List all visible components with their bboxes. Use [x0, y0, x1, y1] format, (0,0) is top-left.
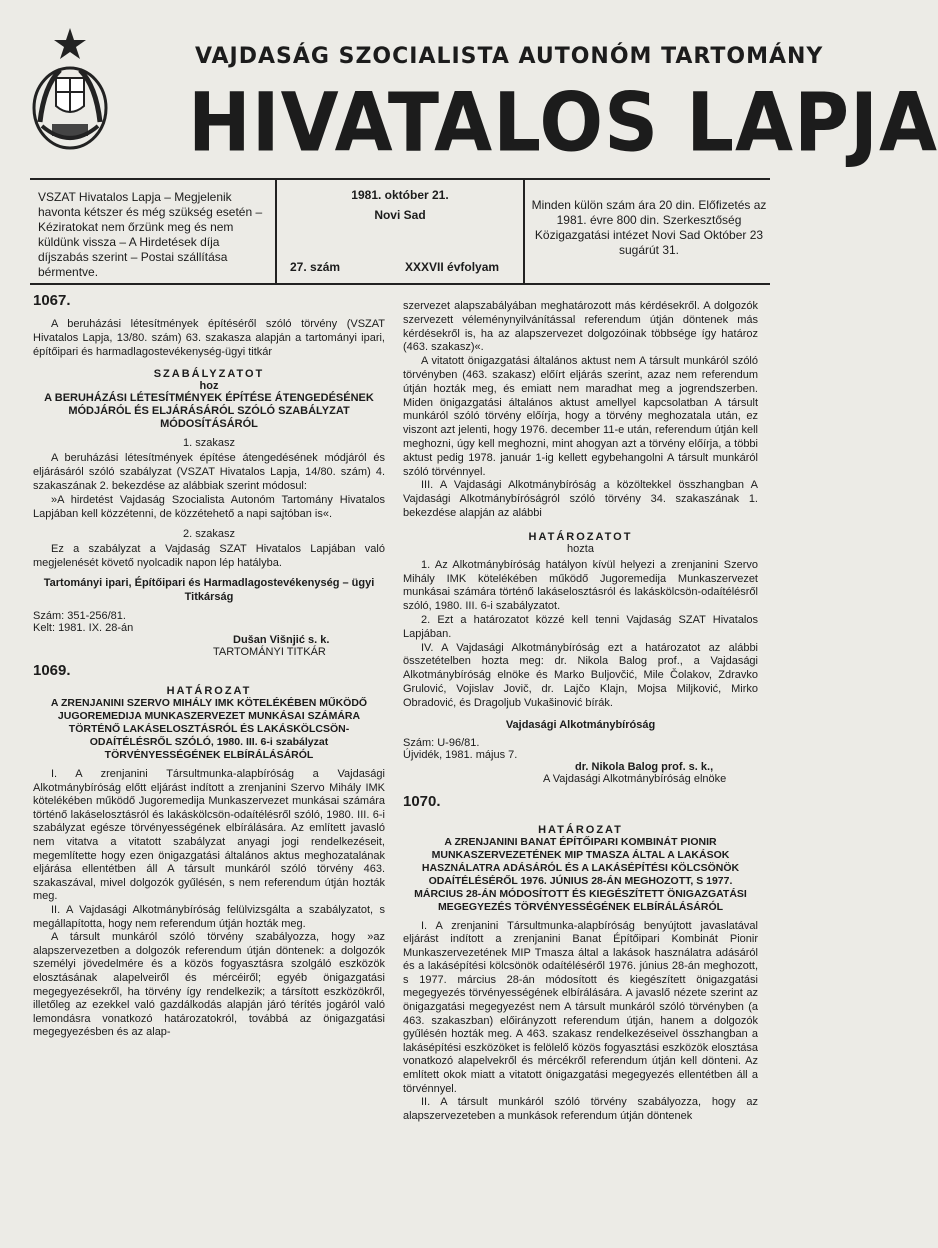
decision-paragraph: 1. Az Alkotmánybíróság hatályon kívül helyezi a zrenjanini Szervo Mihály IMK kötelékében működő Jugoremedija Munkaszervezet munkásai számára történő lakáselosztásról és lakáskölcsön-odaítélésről szóló, 1980. III. 6-i szabályzatot.: [403, 558, 758, 613]
decision-subtitle-1070: A ZRENJANINI BANAT ÉPÍTŐIPARI KOMBINÁT PIONIR MUNKASZERVEZETÉNEK MIP TMASZA ÁLTAL A LAKÁSOK HASZNÁLATRA ADÁSÁRÓL ÉS A LAKÁSÉPÍTÉSI KÖLCSÖNÖK ODAÍTÉLÉSÉRŐL 1976. JÚNIUS 28-ÁN MEGHOZOTT, S 1977. MÁRCIUS 28-ÁN MÓDOSÍTOTT ÉS KIEGÉSZÍTETT ÖNIGAZGATÁSI MEGEGYEZÉS TÖRVÉNYESSÉGÉNEK ELBÍRÁLÁSÁRÓL: [414, 835, 747, 913]
decision-paragraph: II. A Vajdasági Alkotmánybíróság felülvizsgálta a szabályzatot, s megállapította, hogy nem referendum útján hozták meg.: [33, 903, 385, 930]
regulation-title: SZABÁLYZATOT: [153, 367, 265, 380]
decision-paragraph: IV. A Vajdasági Alkotmánybíróság ezt a határozatot az alábbi összetételben hozta meg: dr. Nikola Balog prof., a Vajdasági Alkotmánybíróság elnöke és Marko Buljovčić, Mile Čolakov, Zdravko Grulović, Vojislav Jovič, dr. Lajčo Klajn, Mojsa Miljković, Mirko Obradović, és Dragoljub Vukašinović bírák.: [403, 641, 758, 709]
signer-name: Dušan Višnjić s. k.: [233, 634, 330, 647]
regulation-subtitle: A BERUHÁZÁSI LÉTESÍTMÉNYEK ÉPÍTÉSE ÁTENGEDÉSÉNEK MÓDJÁRÓL ÉS ELJÁRÁSÁRÓL SZÓLÓ SZABÁLYZAT MÓDOSÍTÁSÁRÓL: [44, 391, 374, 430]
regulation-title-hoz: hoz: [199, 379, 219, 392]
decision-paragraph: II. A társult munkáról szóló törvény szabályozza, hogy az alapszervezeteben a munkások referendum útján döntenek: [403, 1096, 758, 1122]
court-reference-date: Újvidék, 1981. május 7.: [403, 748, 518, 761]
section-1-heading: 1. szakasz: [183, 436, 235, 449]
intro-paragraph: A beruházási létesítmények építéséről szóló törvény (VSZAT Hivatalos Lapja, 13/80. szám) 63. szakasza alapján a tartományi ipari, építőipari és harmadlagostevékenység-ügyi titkár: [33, 318, 385, 359]
section-1-text: A beruházási létesítmények építése átengedésének módjáról és eljárásáról szóló szabályzat (VSZAT Hivatalos Lapja, 14/80. szám) 4. szakaszának 2. bekezdése az alábbiak szerint módosul:: [33, 451, 385, 493]
section-2-text: Ez a szabályzat a Vajdaság SZAT Hivatalos Lapjában való megjelenését követő nyolcadik napon lép hatályba.: [33, 542, 385, 569]
reference-number: Szám: 351-256/81.: [33, 610, 126, 623]
decision-paragraph: A vitatott önigazgatási általános aktust nem A társult munkáról szóló törvényben (463. szakasz) előírt eljárás szerint, azaz nem referendum útján hozták meg, és emiatt nem maradhat meg a jogrendszerben. Miden önigazgatási általános aktust amellyel kapcsolatban A társult munkáról szóló törvény előírja, hogy a törvény meghozatala után, ez viszont azt jelenti, hogy 1976. december 11-e után, referendum útján kell meghozni, úgy kell meghozni, mint ahogyan azt a törvény előírja, a többi aktust pedig 1978. január 1-ig kellett egybehangolni A társult munkáról szóló törvénnyel.: [403, 355, 758, 478]
section-1-quote: »A hirdetést Vajdaság Szocialista Autonóm Tartomány Hivatalos Lapjában kell közzétenni, de közzétehető a napi sajtóban is«.: [33, 494, 385, 521]
decision-heading: HATÁROZATOT: [528, 530, 633, 543]
decision-paragraph: I. A zrenjanini Társultmunka-alapbíróság a Vajdasági Alkotmánybíróság előtt eljárást indított a zrenjanini Szervo Mihály IMK kötelékében működő Jugoremedija Munkaszervezet munkásai számára történő lakáselosztásról és lakáskölcsön-odaítélésről szóló, 1980. III. 6-i szabályzat egésze törvényességének elbírálására. Az említett javasló nem vitatva a vitatott szabályzat anyagi jogi rendelkezéseit, megemlítette hogy ezen önigazgatási általános aktus meghozatalának eljárása ellentétben áll A társult munkáról szóló törvény 463. szakaszával, mivel dolgozók gyűlésén, s nem referendum útján hozták meg.: [33, 768, 385, 903]
item-number-1067: 1067.: [33, 292, 71, 309]
issue-number: 27. szám: [290, 260, 341, 274]
decision-paragraph: I. A zrenjanini Társultmunka-alapbíróság benyújtott javaslatával eljárást indított a zrenjanini Banat Építőipari Kombinát Pionir Munkaszervezetének MIP Tmasza által a lakások használatra adásáról és a lakásépítési kölcsönök odaítéléséről 1976. június 28-án meghozott, s 1977. március 28-án módosított és kiegészített önigazgatási megegyezés törvényességének elbírálására. A javaslő nézete szerint az önigazgatási megegyezést nem A társult munkáról szóló törvényben (a 463. szakaszban) előirányzott referendum útján, hanem a dolgozók gyűlésén hozták meg. A 463. szakasz rendelkezéseivel összhangban a lakásépítési eszközöket is felölelő közös fogyasztási eszközök elosztása vonatkozó alapelvekről és mércékről referendum útján kell dönteni. Az említett okok miatt a vitatott önigazgatási megegyezés ellentétben áll a törvénnyel.: [403, 919, 758, 1095]
item-number-1070: 1070.: [403, 792, 441, 810]
court-name: Vajdasági Alkotmánybíróság: [505, 718, 656, 731]
masthead-line1: VAJDASÁG SZOCIALISTA AUTONÓM TARTOMÁNY: [195, 44, 824, 69]
decision-paragraph: 2. Ezt a határozatot közzé kell tenni Vajdaság SZAT Hivatalos Lapjában.: [403, 613, 758, 640]
decision-heading-sub: hozta: [567, 542, 594, 555]
decision-title-1070: HATÁROZAT: [538, 823, 623, 836]
volume: XXXVII évfolyam: [405, 260, 500, 274]
issue-city: Novi Sad: [374, 208, 426, 222]
section-2-heading: 2. szakasz: [183, 527, 235, 540]
decision-subtitle-1069: A ZRENJANINI SZERVO MIHÁLY IMK KÖTELÉKÉBEN MŰKÖDŐ JUGOREMEDIJA MUNKASZERVEZET MUNKÁSAI SZÁMÁRA TÖRTÉNŐ LAKÁSELOSZTÁSRÓL ÉS LAKÁSKÖLCSÖN-ODAÍTÉLÉSRŐL SZÓLÓ, 1980. III. 6-i szabályzat TÖRVÉNYESSÉGÉNEK ELBÍRÁLÁSÁRÓL: [50, 697, 368, 762]
court-reference-number: Szám: U-96/81.: [403, 736, 480, 749]
masthead-title: HIVATALOS LAPJA: [188, 75, 938, 171]
decision-paragraph: szervezet alapszabályában meghatározott más kérdésekről. A dolgozók szervezett véleménynyilvánítással referendum útján döntenek más kérdésekről is, ha az alapszervezet dolgozóinak többsége így határoz (463. szakasz)«.: [403, 300, 758, 354]
issue-date: 1981. október 21.: [351, 188, 449, 202]
pricing-info: Minden külön szám ára 20 din. Előfizetés az 1981. évre 800 din. Szerkesztőség Közigazgatási intézet Novi Sad Október 23 sugárút 31.: [531, 198, 767, 257]
item-number-1069: 1069.: [33, 662, 71, 680]
signer-title: TARTOMÁNYI TITKÁR: [213, 646, 326, 659]
decision-paragraph: III. A Vajdasági Alkotmánybíróság a közöltekkel összhangban A Vajdasági Alkotmánybíróságról szóló törvény 34. szakaszának 1. bekezdése alapján az alábbi: [403, 479, 758, 519]
reference-date: Kelt: 1981. IX. 28-án: [33, 622, 134, 635]
court-signer-title: A Vajdasági Alkotmánybíróság elnöke: [543, 772, 727, 785]
court-signer: dr. Nikola Balog prof. s. k.,: [575, 760, 714, 773]
decision-paragraph: A társult munkáról szóló törvény szabályozza, hogy »az alapszervezetben a dolgozók referendum útján döntenek: a dolgozók személyi jövedelmére és a közös fogyasztásra szolgáló eszközök elosztásának alapelveiről és mércéiről; egyéb önigazgatási megegyezésekről, ha törvény így rendelkezik; a társított eszközökről, illetőleg az ezekkel való gazdálkodás alapján járó térítés jogáról való lemondásra vonatkozó határozatokról, továbbá az önigazgatási megegyezésben és az alap-: [33, 931, 385, 1039]
decision-title-1069: HATÁROZAT: [166, 685, 252, 698]
publication-info: VSZAT Hivatalos Lapja – Megjelenik havonta kétszer és még szükség esetén – Kéziratokat nem őrzünk meg és nem küldünk vissza – A Hirdetések díja díjszabás szerint – Postai szállítása bérmentve.: [38, 190, 263, 279]
coat-of-arms-emblem: [30, 26, 110, 154]
signing-organization: Tartományi ipari, Építőipari és Harmadlagostevékenység – ügyi Titkárság: [43, 577, 375, 604]
